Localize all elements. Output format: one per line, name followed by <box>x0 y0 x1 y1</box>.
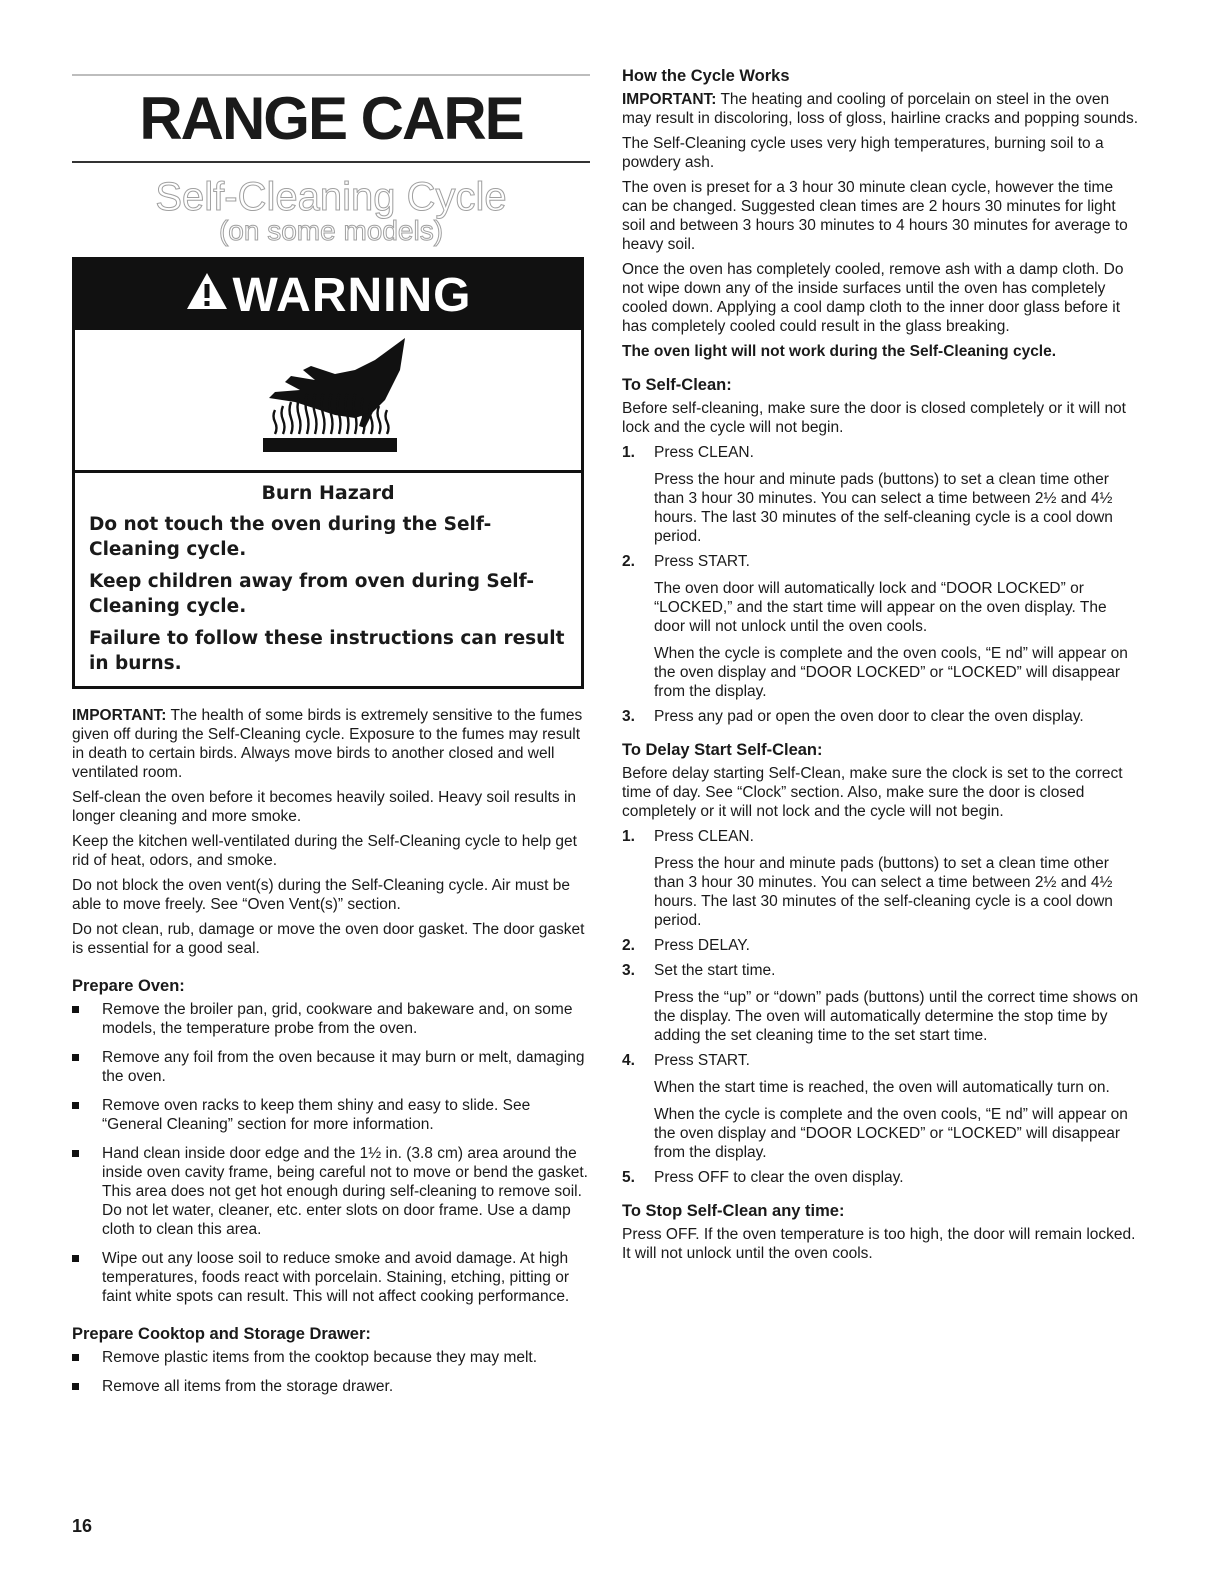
list-item-text: Remove all items from the storage drawer. <box>102 1378 394 1395</box>
list-item-text: Remove plastic items from the cooktop because they may melt. <box>102 1349 538 1366</box>
hazard-title: Burn Hazard <box>261 482 395 504</box>
bird-warning-paragraph <box>72 706 590 782</box>
step-number: 2. <box>622 937 635 954</box>
oven-light-note: The oven light will not work during the Self-Cleaning cycle. <box>622 343 1057 360</box>
step-item <box>622 827 1140 930</box>
step-detail: When the start time is reached, the oven will automatically turn on. <box>654 1079 1110 1096</box>
list-item-text: Remove oven racks to keep them shiny and easy to slide. See “General Cleaning” section for more information. <box>102 1097 531 1133</box>
left-column <box>72 706 590 1406</box>
step-text: Press OFF to clear the oven display. <box>654 1169 904 1186</box>
step-number: 3. <box>622 962 635 979</box>
self-clean-intro: Before self-cleaning, make sure the door is closed completely or it will not lock and the cycle will not begin. <box>622 400 1126 436</box>
warning-label: WARNING <box>232 268 472 322</box>
list-item <box>72 1144 590 1239</box>
delay-start-heading: To Delay Start Self-Clean: <box>622 741 823 759</box>
stop-clean-text: Press OFF. If the oven temperature is too high, the door will remain locked. It will not unlock until the oven cools. <box>622 1226 1136 1262</box>
step-item <box>622 707 1140 726</box>
step-item <box>622 961 1140 1045</box>
bullet-icon <box>72 1054 79 1061</box>
section-title: Self-Cleaning Cycle <box>155 175 507 219</box>
step-text: Set the start time. <box>654 962 776 979</box>
right-column <box>622 66 1140 1269</box>
step-detail: Press the hour and minute pads (buttons) to set a clean time other than 3 hour 30 minutes. You can select a time between 2½ and 4½ hours. The last 30 minutes of the self-cleaning cycle is a cool down period. <box>654 855 1113 929</box>
warning-line: Do not touch the oven during the Self-Cleaning cycle. <box>89 514 492 560</box>
warning-line: Keep children away from oven during Self-Cleaning cycle. <box>89 571 534 617</box>
important-label: IMPORTANT: <box>72 707 167 724</box>
self-clean-steps <box>622 443 1140 726</box>
step-detail: When the cycle is complete and the oven cools, “E nd” will appear on the oven display and “DOOR LOCKED” or “LOCKED” will disappear from the display. <box>654 1106 1128 1161</box>
important-text: The health of some birds is extremely sensitive to the fumes given off during the Self-Cleaning cycle. Exposure to the fumes may result in death to certain birds. Always move birds to another closed and well ventilated room. <box>72 707 583 781</box>
bullet-icon <box>72 1006 79 1013</box>
paragraph: Once the oven has completely cooled, remove ash with a damp cloth. Do not wipe down any of the inside surfaces until the oven has completely cooled down. Applying a cool damp cloth to the inner door glass before it has completely cooled could result in the glass breaking. <box>622 261 1124 335</box>
step-number: 1. <box>622 828 635 845</box>
page-title: RANGE CARE <box>139 85 523 152</box>
paragraph: Do not block the oven vent(s) during the Self-Cleaning cycle. Air must be able to move freely. See “Oven Vent(s)” section. <box>72 877 570 913</box>
step-item <box>622 936 1140 955</box>
step-text: Press any pad or open the oven door to clear the oven display. <box>654 708 1084 725</box>
step-number: 1. <box>622 444 635 461</box>
step-item <box>622 552 1140 701</box>
list-item <box>72 1348 590 1367</box>
important-label: IMPORTANT: <box>622 91 717 108</box>
list-item-text: Wipe out any loose soil to reduce smoke and avoid damage. At high temperatures, foods react with porcelain. Staining, etching, pitting or faint white spots can result. This will not affect cooking performance. <box>102 1250 570 1305</box>
step-text: Press START. <box>654 553 750 570</box>
step-detail: Press the hour and minute pads (buttons) to set a clean time other than 3 hour 30 minutes. You can select a time between 2½ and 4½ hours. The last 30 minutes of the self-cleaning cycle is a cool down period. <box>654 471 1113 545</box>
paragraph: Self-clean the oven before it becomes heavily soiled. Heavy soil results in longer cleaning and more smoke. <box>72 789 577 825</box>
paragraph: Keep the kitchen well-ventilated during the Self-Cleaning cycle to help get rid of heat, odors, and smoke. <box>72 833 577 869</box>
bullet-icon <box>72 1383 79 1390</box>
alert-triangle-icon <box>185 268 229 323</box>
prepare-oven-heading: Prepare Oven: <box>72 977 185 995</box>
list-item-text: Remove any foil from the oven because it may burn or melt, damaging the oven. <box>102 1049 585 1085</box>
warning-line: Failure to follow these instructions can result in burns. <box>89 628 565 674</box>
list-item <box>72 1000 590 1038</box>
step-number: 3. <box>622 708 635 725</box>
delay-start-steps <box>622 827 1140 1187</box>
important-text: The heating and cooling of porcelain on steel in the oven may result in discoloring, loss of gloss, hairline cracks and popping sounds. <box>622 91 1139 127</box>
self-clean-heading: To Self-Clean: <box>622 376 732 394</box>
bullet-icon <box>72 1102 79 1109</box>
bullet-icon <box>72 1150 79 1157</box>
step-item <box>622 443 1140 546</box>
list-item-text: Remove the broiler pan, grid, cookware and bakeware and, on some models, the temperature probe from the oven. <box>102 1001 573 1037</box>
step-text: Press DELAY. <box>654 937 750 954</box>
bullet-icon <box>72 1354 79 1361</box>
bullet-icon <box>72 1255 79 1262</box>
step-text: Press CLEAN. <box>654 444 754 461</box>
paragraph: Do not clean, rub, damage or move the oven door gasket. The door gasket is essential for a good seal. <box>72 921 585 957</box>
warning-box <box>72 257 584 689</box>
warning-divider <box>75 470 581 473</box>
step-number: 2. <box>622 553 635 570</box>
step-number: 5. <box>622 1169 635 1186</box>
burn-hazard-icon <box>255 330 415 490</box>
step-text: Press START. <box>654 1052 750 1069</box>
paragraph: The Self-Cleaning cycle uses very high temperatures, burning soil to a powdery ash. <box>622 135 1104 171</box>
page-number: 16 <box>72 1516 93 1536</box>
prepare-oven-list <box>72 1000 590 1306</box>
step-item <box>622 1168 1140 1187</box>
how-cycle-heading: How the Cycle Works <box>622 67 790 85</box>
step-detail: The oven door will automatically lock and “DOOR LOCKED” or “LOCKED,” and the start time will appear on the oven display. The door will not unlock until the oven cools. <box>654 580 1107 635</box>
list-item-text: Hand clean inside door edge and the 1½ in. (3.8 cm) area around the inside oven cavity frame, being careful not to move or bend the gasket. This area does not get hot enough during self-cleaning to remove soil. Do not let water, cleaner, etc. enter slots on door frame. Use a damp cloth to clean this area. <box>102 1145 588 1238</box>
paragraph: The oven is preset for a 3 hour 30 minute clean cycle, however the time can be changed. Suggested clean times are 2 hours 30 minutes for light soil and between 3 hours 30 minutes to 4 hours 30 minutes for average to heavy soil. <box>622 179 1128 253</box>
title-divider <box>72 161 590 163</box>
step-number: 4. <box>622 1052 635 1069</box>
delay-start-intro: Before delay starting Self-Clean, make sure the clock is set to the correct time of day. See “Clock” section. Also, make sure the door is closed completely or it will not lock and the cycle will not begin. <box>622 765 1123 820</box>
top-divider <box>72 74 590 76</box>
porcelain-warning-paragraph <box>622 90 1140 128</box>
section-subtitle: (on some models) <box>218 215 444 246</box>
list-item <box>72 1377 590 1396</box>
step-item <box>622 1051 1140 1162</box>
step-detail: When the cycle is complete and the oven cools, “E nd” will appear on the oven display and “DOOR LOCKED” or “LOCKED” will disappear from the display. <box>654 645 1128 700</box>
step-detail: Press the “up” or “down” pads (buttons) until the correct time shows on the display. The oven will automatically determine the stop time by adding the set cleaning time to the set start time. <box>654 989 1139 1044</box>
prepare-cooktop-list <box>72 1348 590 1396</box>
list-item <box>72 1048 590 1086</box>
step-text: Press CLEAN. <box>654 828 754 845</box>
warning-header <box>75 260 581 330</box>
prepare-cooktop-heading: Prepare Cooktop and Storage Drawer: <box>72 1325 371 1343</box>
list-item <box>72 1096 590 1134</box>
list-item <box>72 1249 590 1306</box>
stop-clean-heading: To Stop Self-Clean any time: <box>622 1202 845 1220</box>
